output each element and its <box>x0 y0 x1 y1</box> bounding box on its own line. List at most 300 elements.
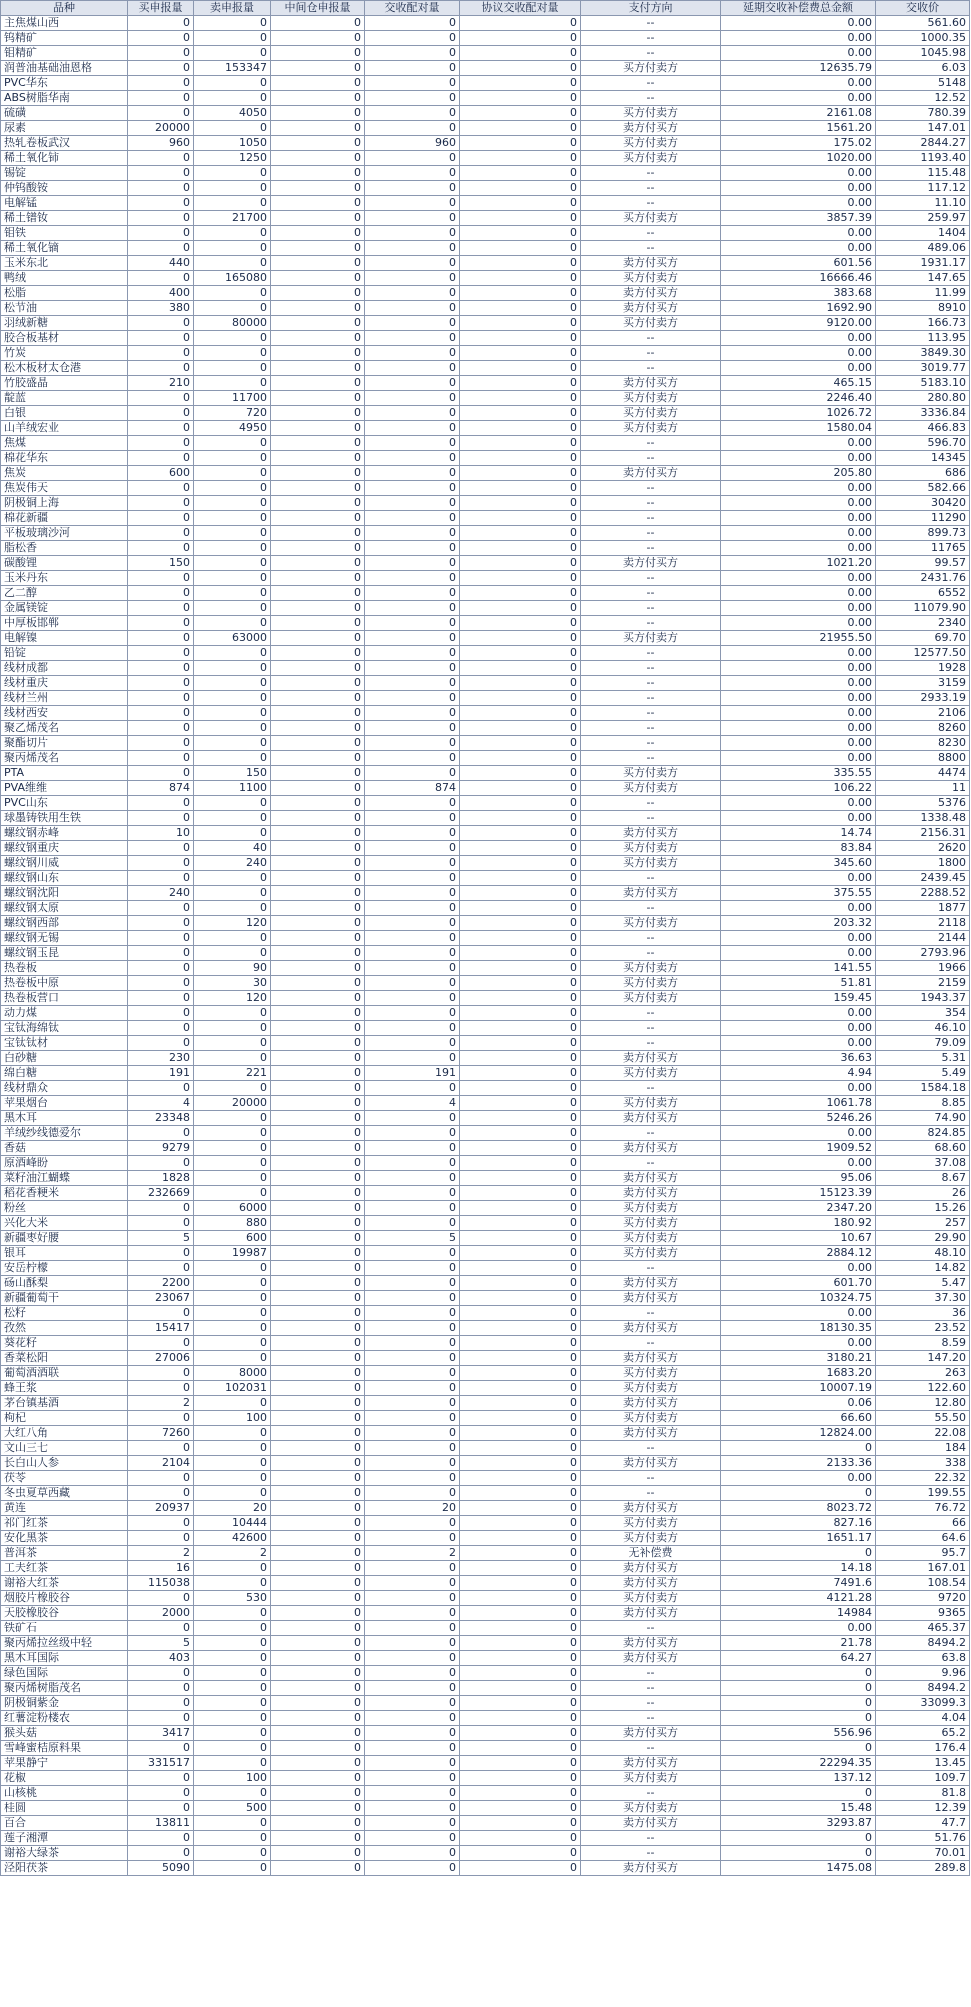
cell-payment-direction: 买方付卖方 <box>581 841 721 856</box>
cell-compensation-total: 0.00 <box>721 601 876 616</box>
cell-buy-declared: 0 <box>128 1336 194 1351</box>
cell-agreement-matched: 0 <box>460 1696 581 1711</box>
cell-sell-declared: 0 <box>194 601 271 616</box>
cell-product: 螺纹钢重庆 <box>1 841 128 856</box>
cell-matched: 0 <box>365 1351 460 1366</box>
table-row <box>1 571 970 586</box>
cell-buy-declared: 232669 <box>128 1186 194 1201</box>
cell-middle-warehouse: 0 <box>271 1741 365 1756</box>
cell-agreement-matched: 0 <box>460 166 581 181</box>
cell-product: 烟胶片橡胶谷 <box>1 1591 128 1606</box>
cell-sell-declared: 0 <box>194 1471 271 1486</box>
cell-product: 焦炭 <box>1 466 128 481</box>
cell-matched: 960 <box>365 136 460 151</box>
cell-buy-declared: 0 <box>128 496 194 511</box>
table-row <box>1 1666 970 1681</box>
cell-compensation-total: 22294.35 <box>721 1756 876 1771</box>
cell-matched: 0 <box>365 1261 460 1276</box>
cell-payment-direction: -- <box>581 946 721 961</box>
table-row <box>1 436 970 451</box>
cell-agreement-matched: 0 <box>460 61 581 76</box>
cell-matched: 0 <box>365 1321 460 1336</box>
table-row <box>1 61 970 76</box>
cell-payment-direction: 买方付卖方 <box>581 211 721 226</box>
cell-middle-warehouse: 0 <box>271 511 365 526</box>
cell-product: 枸杞 <box>1 1411 128 1426</box>
cell-buy-declared: 0 <box>128 481 194 496</box>
cell-product: 黑木耳 <box>1 1111 128 1126</box>
cell-settlement-price: 15.26 <box>876 1201 970 1216</box>
cell-matched: 0 <box>365 946 460 961</box>
table-row <box>1 166 970 181</box>
cell-sell-declared: 120 <box>194 916 271 931</box>
cell-compensation-total: 106.22 <box>721 781 876 796</box>
cell-agreement-matched: 0 <box>460 316 581 331</box>
cell-sell-declared: 0 <box>194 1696 271 1711</box>
header-payment-direction: 支付方向 <box>581 1 721 16</box>
cell-buy-declared: 400 <box>128 286 194 301</box>
cell-sell-declared: 0 <box>194 1846 271 1861</box>
cell-settlement-price: 14.82 <box>876 1261 970 1276</box>
cell-payment-direction: -- <box>581 436 721 451</box>
cell-settlement-price: 2159 <box>876 976 970 991</box>
cell-sell-declared: 600 <box>194 1231 271 1246</box>
cell-matched: 0 <box>365 361 460 376</box>
table-row <box>1 1186 970 1201</box>
cell-product: 猴头菇 <box>1 1726 128 1741</box>
cell-middle-warehouse: 0 <box>271 106 365 121</box>
cell-buy-declared: 0 <box>128 571 194 586</box>
cell-product: 热卷板 <box>1 961 128 976</box>
cell-matched: 0 <box>365 1036 460 1051</box>
table-row <box>1 361 970 376</box>
cell-matched: 0 <box>365 1771 460 1786</box>
cell-compensation-total: 175.02 <box>721 136 876 151</box>
cell-middle-warehouse: 0 <box>271 1861 365 1876</box>
cell-settlement-price: 199.55 <box>876 1486 970 1501</box>
cell-compensation-total: 180.92 <box>721 1216 876 1231</box>
table-row <box>1 946 970 961</box>
cell-buy-declared: 191 <box>128 1066 194 1081</box>
cell-sell-declared: 0 <box>194 721 271 736</box>
cell-product: 宝钛海绵钛 <box>1 1021 128 1036</box>
cell-agreement-matched: 0 <box>460 1801 581 1816</box>
cell-middle-warehouse: 0 <box>271 1036 365 1051</box>
cell-buy-declared: 0 <box>128 1306 194 1321</box>
cell-settlement-price: 489.06 <box>876 241 970 256</box>
cell-agreement-matched: 0 <box>460 901 581 916</box>
cell-agreement-matched: 0 <box>460 1066 581 1081</box>
cell-agreement-matched: 0 <box>460 1186 581 1201</box>
cell-settlement-price: 166.73 <box>876 316 970 331</box>
cell-product: 羊绒纱线德爱尔 <box>1 1126 128 1141</box>
cell-product: 莲子湘潭 <box>1 1831 128 1846</box>
cell-agreement-matched: 0 <box>460 226 581 241</box>
cell-sell-declared: 0 <box>194 1426 271 1441</box>
cell-sell-declared: 63000 <box>194 631 271 646</box>
cell-product: 聚丙烯茂名 <box>1 751 128 766</box>
cell-agreement-matched: 0 <box>460 466 581 481</box>
cell-middle-warehouse: 0 <box>271 1156 365 1171</box>
cell-product: PTA <box>1 766 128 781</box>
cell-middle-warehouse: 0 <box>271 1366 365 1381</box>
cell-compensation-total: 0.00 <box>721 451 876 466</box>
cell-product: 锡锭 <box>1 166 128 181</box>
cell-compensation-total: 0.00 <box>721 646 876 661</box>
cell-product: 松脂 <box>1 286 128 301</box>
cell-matched: 5 <box>365 1231 460 1246</box>
cell-payment-direction: -- <box>581 931 721 946</box>
table-row <box>1 646 970 661</box>
cell-sell-declared: 42600 <box>194 1531 271 1546</box>
cell-payment-direction: 卖方付买方 <box>581 121 721 136</box>
cell-middle-warehouse: 0 <box>271 481 365 496</box>
cell-middle-warehouse: 0 <box>271 301 365 316</box>
cell-agreement-matched: 0 <box>460 1111 581 1126</box>
cell-buy-declared: 0 <box>128 16 194 31</box>
cell-matched: 0 <box>365 421 460 436</box>
table-row <box>1 1726 970 1741</box>
cell-compensation-total: 1020.00 <box>721 151 876 166</box>
cell-agreement-matched: 0 <box>460 211 581 226</box>
cell-agreement-matched: 0 <box>460 1861 581 1876</box>
cell-product: 聚乙烯茂名 <box>1 721 128 736</box>
cell-sell-declared: 0 <box>194 1621 271 1636</box>
table-row <box>1 91 970 106</box>
table-row <box>1 1141 970 1156</box>
cell-middle-warehouse: 0 <box>271 796 365 811</box>
cell-compensation-total: 0.00 <box>721 331 876 346</box>
cell-product: 泾阳茯茶 <box>1 1861 128 1876</box>
cell-matched: 0 <box>365 466 460 481</box>
cell-middle-warehouse: 0 <box>271 466 365 481</box>
cell-agreement-matched: 0 <box>460 856 581 871</box>
cell-settlement-price: 4474 <box>876 766 970 781</box>
cell-compensation-total: 1580.04 <box>721 421 876 436</box>
cell-buy-declared: 0 <box>128 1261 194 1276</box>
cell-agreement-matched: 0 <box>460 451 581 466</box>
cell-sell-declared: 0 <box>194 886 271 901</box>
cell-product: 粉丝 <box>1 1201 128 1216</box>
cell-buy-declared: 10 <box>128 826 194 841</box>
cell-matched: 0 <box>365 1141 460 1156</box>
cell-product: 钼铁 <box>1 226 128 241</box>
cell-buy-declared: 0 <box>128 841 194 856</box>
cell-buy-declared: 230 <box>128 1051 194 1066</box>
cell-payment-direction: 买方付卖方 <box>581 1096 721 1111</box>
cell-sell-declared: 30 <box>194 976 271 991</box>
cell-sell-declared: 0 <box>194 466 271 481</box>
cell-middle-warehouse: 0 <box>271 556 365 571</box>
table-row <box>1 1171 970 1186</box>
cell-settlement-price: 5183.10 <box>876 376 970 391</box>
cell-middle-warehouse: 0 <box>271 766 365 781</box>
cell-payment-direction: 买方付卖方 <box>581 1246 721 1261</box>
table-row <box>1 601 970 616</box>
cell-matched: 0 <box>365 1621 460 1636</box>
cell-agreement-matched: 0 <box>460 181 581 196</box>
cell-agreement-matched: 0 <box>460 331 581 346</box>
cell-matched: 0 <box>365 1156 460 1171</box>
table-row <box>1 841 970 856</box>
cell-matched: 0 <box>365 406 460 421</box>
cell-compensation-total: 0.00 <box>721 796 876 811</box>
cell-agreement-matched: 0 <box>460 16 581 31</box>
cell-settlement-price: 51.76 <box>876 1831 970 1846</box>
cell-product: 工夫红茶 <box>1 1561 128 1576</box>
cell-matched: 0 <box>365 1201 460 1216</box>
cell-payment-direction: -- <box>581 616 721 631</box>
cell-payment-direction: 卖方付买方 <box>581 1816 721 1831</box>
cell-compensation-total: 1909.52 <box>721 1141 876 1156</box>
cell-buy-declared: 9279 <box>128 1141 194 1156</box>
cell-product: 铅锭 <box>1 646 128 661</box>
cell-product: 动力煤 <box>1 1006 128 1021</box>
table-row <box>1 1771 970 1786</box>
cell-buy-declared: 20937 <box>128 1501 194 1516</box>
cell-matched: 0 <box>365 1216 460 1231</box>
cell-product: 胶合板基材 <box>1 331 128 346</box>
cell-settlement-price: 37.30 <box>876 1291 970 1306</box>
cell-settlement-price: 3849.30 <box>876 346 970 361</box>
cell-agreement-matched: 0 <box>460 676 581 691</box>
cell-payment-direction: 卖方付买方 <box>581 1561 721 1576</box>
table-row <box>1 271 970 286</box>
header-matched: 交收配对量 <box>365 1 460 16</box>
cell-middle-warehouse: 0 <box>271 961 365 976</box>
cell-payment-direction: -- <box>581 1126 721 1141</box>
cell-buy-declared: 7260 <box>128 1426 194 1441</box>
cell-agreement-matched: 0 <box>460 931 581 946</box>
table-row <box>1 16 970 31</box>
cell-sell-declared: 0 <box>194 1741 271 1756</box>
cell-agreement-matched: 0 <box>460 1471 581 1486</box>
cell-middle-warehouse: 0 <box>271 1186 365 1201</box>
cell-agreement-matched: 0 <box>460 841 581 856</box>
cell-payment-direction: -- <box>581 1786 721 1801</box>
cell-matched: 0 <box>365 271 460 286</box>
cell-middle-warehouse: 0 <box>271 1711 365 1726</box>
cell-agreement-matched: 0 <box>460 91 581 106</box>
cell-agreement-matched: 0 <box>460 631 581 646</box>
cell-buy-declared: 0 <box>128 601 194 616</box>
table-row <box>1 631 970 646</box>
cell-product: 花椒 <box>1 1771 128 1786</box>
cell-buy-declared: 0 <box>128 226 194 241</box>
cell-product: 百合 <box>1 1816 128 1831</box>
cell-sell-declared: 0 <box>194 451 271 466</box>
cell-product: 山羊绒宏业 <box>1 421 128 436</box>
cell-middle-warehouse: 0 <box>271 1141 365 1156</box>
cell-payment-direction: 卖方付买方 <box>581 1651 721 1666</box>
cell-buy-declared: 440 <box>128 256 194 271</box>
cell-matched: 2 <box>365 1546 460 1561</box>
cell-buy-declared: 0 <box>128 616 194 631</box>
cell-matched: 0 <box>365 541 460 556</box>
cell-buy-declared: 0 <box>128 1411 194 1426</box>
table-row <box>1 1066 970 1081</box>
cell-middle-warehouse: 0 <box>271 376 365 391</box>
cell-payment-direction: 买方付卖方 <box>581 856 721 871</box>
table-row <box>1 661 970 676</box>
cell-buy-declared: 0 <box>128 451 194 466</box>
cell-payment-direction: -- <box>581 1441 721 1456</box>
cell-sell-declared: 0 <box>194 361 271 376</box>
cell-middle-warehouse: 0 <box>271 226 365 241</box>
header-agreement-matched: 协议交收配对量 <box>460 1 581 16</box>
cell-middle-warehouse: 0 <box>271 1816 365 1831</box>
cell-product: 竹炭 <box>1 346 128 361</box>
cell-settlement-price: 147.65 <box>876 271 970 286</box>
table-row <box>1 901 970 916</box>
cell-compensation-total: 0.00 <box>721 1006 876 1021</box>
cell-matched: 0 <box>365 1186 460 1201</box>
cell-product: 白银 <box>1 406 128 421</box>
cell-settlement-price: 33099.3 <box>876 1696 970 1711</box>
cell-buy-declared: 0 <box>128 811 194 826</box>
cell-compensation-total: 0.00 <box>721 706 876 721</box>
cell-buy-declared: 0 <box>128 1036 194 1051</box>
cell-payment-direction: -- <box>581 871 721 886</box>
table-row <box>1 586 970 601</box>
cell-agreement-matched: 0 <box>460 1291 581 1306</box>
cell-agreement-matched: 0 <box>460 751 581 766</box>
cell-product: 尿素 <box>1 121 128 136</box>
cell-matched: 4 <box>365 1096 460 1111</box>
cell-settlement-price: 259.97 <box>876 211 970 226</box>
table-row <box>1 1861 970 1876</box>
cell-agreement-matched: 0 <box>460 1606 581 1621</box>
cell-matched: 0 <box>365 1846 460 1861</box>
cell-compensation-total: 141.55 <box>721 961 876 976</box>
cell-payment-direction: -- <box>581 901 721 916</box>
cell-buy-declared: 16 <box>128 1561 194 1576</box>
cell-buy-declared: 0 <box>128 1156 194 1171</box>
table-row <box>1 301 970 316</box>
cell-payment-direction: -- <box>581 1831 721 1846</box>
cell-payment-direction: -- <box>581 1081 721 1096</box>
cell-settlement-price: 257 <box>876 1216 970 1231</box>
cell-settlement-price: 122.60 <box>876 1381 970 1396</box>
cell-middle-warehouse: 0 <box>271 811 365 826</box>
cell-settlement-price: 76.72 <box>876 1501 970 1516</box>
table-row <box>1 1336 970 1351</box>
cell-middle-warehouse: 0 <box>271 286 365 301</box>
table-row <box>1 1426 970 1441</box>
cell-sell-declared: 0 <box>194 1831 271 1846</box>
table-row <box>1 46 970 61</box>
cell-payment-direction: -- <box>581 331 721 346</box>
cell-settlement-price: 11765 <box>876 541 970 556</box>
cell-payment-direction: 买方付卖方 <box>581 391 721 406</box>
cell-settlement-price: 68.60 <box>876 1141 970 1156</box>
cell-settlement-price: 70.01 <box>876 1846 970 1861</box>
cell-matched: 0 <box>365 1426 460 1441</box>
cell-sell-declared: 500 <box>194 1801 271 1816</box>
cell-settlement-price: 1584.18 <box>876 1081 970 1096</box>
cell-compensation-total: 159.45 <box>721 991 876 1006</box>
cell-middle-warehouse: 0 <box>271 1726 365 1741</box>
table-row <box>1 676 970 691</box>
cell-compensation-total: 556.96 <box>721 1726 876 1741</box>
cell-product: 文山三七 <box>1 1441 128 1456</box>
cell-product: 兴化大米 <box>1 1216 128 1231</box>
cell-sell-declared: 0 <box>194 286 271 301</box>
cell-agreement-matched: 0 <box>460 1666 581 1681</box>
table-row <box>1 256 970 271</box>
cell-compensation-total: 0.00 <box>721 196 876 211</box>
cell-compensation-total: 0 <box>721 1666 876 1681</box>
table-row <box>1 1366 970 1381</box>
table-row <box>1 211 970 226</box>
cell-middle-warehouse: 0 <box>271 1081 365 1096</box>
cell-compensation-total: 0.00 <box>721 181 876 196</box>
cell-payment-direction: -- <box>581 586 721 601</box>
cell-compensation-total: 0.00 <box>721 691 876 706</box>
cell-buy-declared: 0 <box>128 316 194 331</box>
cell-buy-declared: 0 <box>128 1531 194 1546</box>
cell-compensation-total: 0.00 <box>721 76 876 91</box>
cell-buy-declared: 0 <box>128 991 194 1006</box>
cell-compensation-total: 0.00 <box>721 1306 876 1321</box>
cell-sell-declared: 0 <box>194 1666 271 1681</box>
cell-agreement-matched: 0 <box>460 271 581 286</box>
cell-settlement-price: 1943.37 <box>876 991 970 1006</box>
cell-buy-declared: 0 <box>128 211 194 226</box>
cell-payment-direction: 卖方付买方 <box>581 1576 721 1591</box>
cell-middle-warehouse: 0 <box>271 181 365 196</box>
cell-settlement-price: 8494.2 <box>876 1636 970 1651</box>
cell-buy-declared: 0 <box>128 1741 194 1756</box>
cell-compensation-total: 51.81 <box>721 976 876 991</box>
cell-agreement-matched: 0 <box>460 1501 581 1516</box>
cell-agreement-matched: 0 <box>460 496 581 511</box>
cell-agreement-matched: 0 <box>460 826 581 841</box>
cell-agreement-matched: 0 <box>460 1306 581 1321</box>
cell-compensation-total: 0.00 <box>721 676 876 691</box>
cell-settlement-price: 184 <box>876 1441 970 1456</box>
cell-agreement-matched: 0 <box>460 1486 581 1501</box>
cell-matched: 0 <box>365 391 460 406</box>
table-row <box>1 1786 970 1801</box>
cell-matched: 0 <box>365 16 460 31</box>
cell-product: 仲钨酸铵 <box>1 181 128 196</box>
cell-compensation-total: 335.55 <box>721 766 876 781</box>
cell-settlement-price: 2844.27 <box>876 136 970 151</box>
cell-payment-direction: 买方付卖方 <box>581 316 721 331</box>
cell-matched: 0 <box>365 976 460 991</box>
cell-sell-declared: 0 <box>194 1441 271 1456</box>
cell-matched: 874 <box>365 781 460 796</box>
cell-matched: 0 <box>365 1456 460 1471</box>
cell-agreement-matched: 0 <box>460 1351 581 1366</box>
cell-product: 靛蓝 <box>1 391 128 406</box>
cell-agreement-matched: 0 <box>460 1816 581 1831</box>
cell-agreement-matched: 0 <box>460 1426 581 1441</box>
cell-matched: 0 <box>365 1861 460 1876</box>
cell-compensation-total: 0.00 <box>721 226 876 241</box>
cell-product: 大红八角 <box>1 1426 128 1441</box>
cell-sell-declared: 0 <box>194 1576 271 1591</box>
cell-product: 阴极铜紫金 <box>1 1696 128 1711</box>
table-row <box>1 826 970 841</box>
cell-compensation-total: 0.00 <box>721 1081 876 1096</box>
cell-compensation-total: 345.60 <box>721 856 876 871</box>
cell-sell-declared: 19987 <box>194 1246 271 1261</box>
cell-middle-warehouse: 0 <box>271 1771 365 1786</box>
cell-payment-direction: -- <box>581 751 721 766</box>
cell-compensation-total: 14.74 <box>721 826 876 841</box>
